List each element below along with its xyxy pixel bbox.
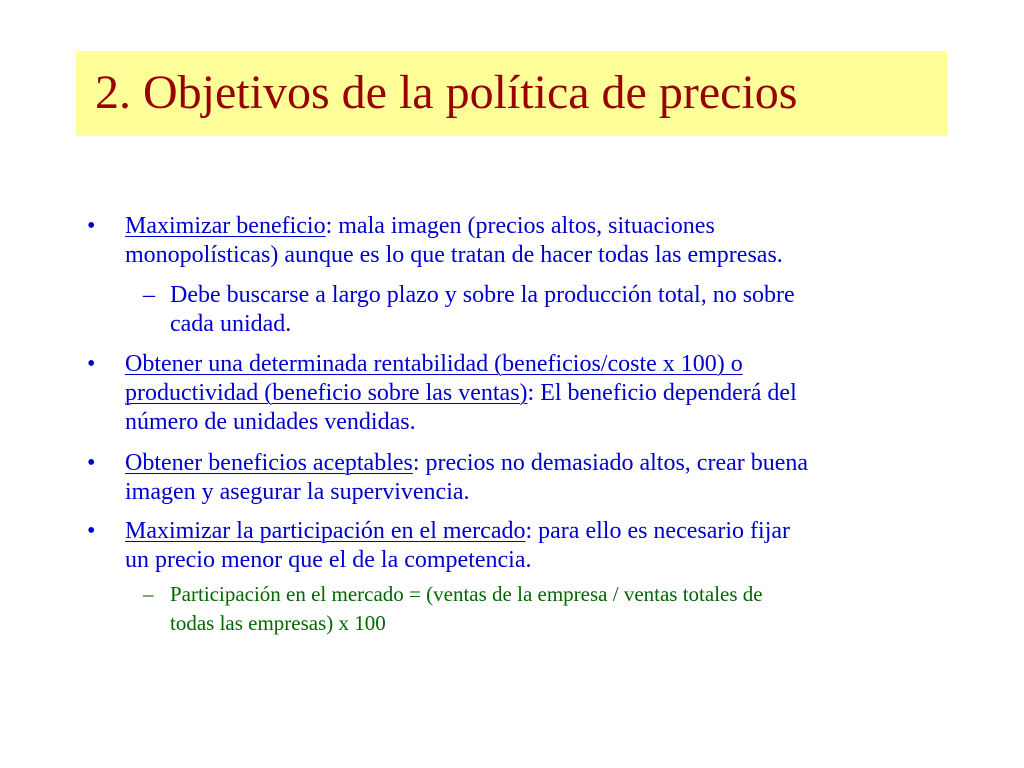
dash-marker: –: [143, 282, 155, 308]
bullet-line: Debe buscarse a largo plazo y sobre la producción total, no sobre: [170, 282, 795, 308]
bullet-link-participacion-mercado[interactable]: Maximizar la participación en el mercado: [125, 518, 526, 544]
slide-title: 2. Objetivos de la política de precios: [95, 66, 798, 119]
bullet-link-rentabilidad-line1[interactable]: Obtener una determinada rentabilidad (beneficios/coste x 100) o: [125, 351, 743, 377]
bullet-line: un precio menor que el de la competencia.: [125, 547, 532, 573]
dash-marker: –: [143, 582, 154, 606]
bullet-text-segment: : mala imagen (precios altos, situaciones: [325, 213, 715, 239]
bullet-text: [125, 350, 797, 437]
bullet-line: [125, 212, 783, 241]
bullet-text-segment: : precios no demasiado altos, crear buena: [412, 450, 809, 476]
bullet-link-beneficios-aceptables[interactable]: Obtener beneficios aceptables: [125, 450, 413, 476]
bullet-line: Participación en el mercado = (ventas de la empresa / ventas totales de: [170, 582, 763, 606]
bullet-line: todas las empresas) x 100: [170, 611, 386, 635]
bullet-line: [125, 379, 797, 408]
bullet-line: monopolísticas) aunque es lo que tratan de hacer todas las empresas.: [125, 242, 783, 268]
bullet-text-segment: : El beneficio dependerá del: [527, 380, 797, 406]
bullet-text: [125, 449, 808, 507]
sub-bullet-text: [170, 281, 795, 339]
bullet-link-maximizar-beneficio[interactable]: Maximizar beneficio: [125, 213, 326, 239]
bullet-line: [125, 350, 797, 379]
bullet-marker: •: [87, 450, 96, 476]
bullet-link-rentabilidad-line2[interactable]: productividad (beneficio sobre las ventas): [125, 380, 528, 406]
bullet-text: [125, 212, 783, 270]
sub-bullet-text: [170, 580, 763, 638]
bullet-text-segment: : para ello es necesario fijar: [525, 518, 791, 544]
bullet-marker: •: [87, 213, 96, 239]
bullet-line: cada unidad.: [170, 311, 292, 337]
bullet-line: [125, 449, 808, 478]
bullet-line: número de unidades vendidas.: [125, 409, 416, 435]
bullet-text: [125, 517, 790, 575]
bullet-line: [125, 517, 790, 546]
bullet-marker: •: [87, 351, 96, 377]
bullet-marker: •: [87, 518, 96, 544]
bullet-line: imagen y asegurar la supervivencia.: [125, 479, 470, 505]
